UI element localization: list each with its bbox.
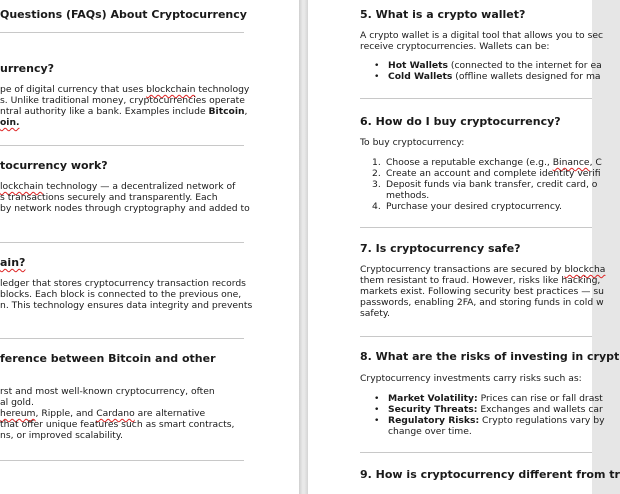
faq-8-heading: 8. What are the risks of investing in crypt bbox=[360, 350, 620, 363]
faq-7-heading: 7. Is cryptocurrency safe? bbox=[360, 242, 521, 255]
faq-7-line-5: safety. bbox=[360, 308, 390, 319]
faq-3-line-1: ledger that stores cryptocurrency transaction records bbox=[0, 278, 246, 289]
faq-4-line-1: rst and most well-known cryptocurrency, often bbox=[0, 386, 215, 397]
faq-6-intro: To buy cryptocurrency: bbox=[360, 137, 465, 148]
faq-5-intro-1: A crypto wallet is a digital tool that allows you to sec bbox=[360, 30, 604, 41]
faq-3-heading: ain? bbox=[0, 256, 26, 269]
faq-2-line-2: s transactions securely and transparently. Each bbox=[0, 192, 218, 203]
faq-4-line-4: that offer unique features such as smart contracts, bbox=[0, 419, 235, 430]
doc-title: Questions (FAQs) About Cryptocurrency bbox=[0, 8, 247, 21]
section-divider bbox=[360, 98, 592, 99]
faq-1-line-2: s. Unlike traditional money, cryptocurrencies operate bbox=[0, 95, 245, 106]
faq-7-line-3: markets exist. Following security best practices — su bbox=[360, 286, 604, 297]
faq-2-line-3: by network nodes through cryptography and added to bbox=[0, 203, 250, 214]
section-divider bbox=[0, 145, 244, 146]
faq-4-line-2: al gold. bbox=[0, 397, 34, 408]
section-divider bbox=[0, 460, 244, 461]
page-gutter bbox=[299, 0, 308, 494]
faq-6-heading: 6. How do I buy cryptocurrency? bbox=[360, 115, 561, 128]
section-divider bbox=[0, 32, 244, 33]
faq-2-heading: tocurrency work? bbox=[0, 159, 108, 172]
faq-7-line-2: them resistant to fraud. However, risks like hacking, bbox=[360, 275, 601, 286]
faq-1-line-3: ntral authority like a bank. Examples include Bitcoin, bbox=[0, 106, 248, 117]
faq-5-heading: 5. What is a crypto wallet? bbox=[360, 8, 526, 21]
faq-4-line-5: ns, or improved scalability. bbox=[0, 430, 123, 441]
faq-1-line-4: oin. bbox=[0, 117, 20, 128]
faq-7-line-4: passwords, enabling 2FA, and storing funds in cold w bbox=[360, 297, 604, 308]
faq-4-heading: ference between Bitcoin and other bbox=[0, 352, 216, 365]
faq-1-line-1: pe of digital currency that uses blockchain technology bbox=[0, 84, 250, 95]
document-page-left bbox=[0, 0, 299, 494]
faq-4-line-3: hereum, Ripple, and Cardano are alternative bbox=[0, 408, 206, 419]
faq-2-line-1: lockchain technology — a decentralized network of bbox=[0, 181, 236, 192]
faq-5-intro-2: receive cryptocurrencies. Wallets can be: bbox=[360, 41, 550, 52]
faq-1-heading: urrency? bbox=[0, 62, 55, 75]
section-divider bbox=[0, 338, 244, 339]
section-divider bbox=[360, 227, 592, 228]
section-divider bbox=[360, 452, 592, 453]
faq-3-line-3: n. This technology ensures data integrity and prevents bbox=[0, 300, 253, 311]
faq-9-heading: 9. How is cryptocurrency different from tr bbox=[360, 468, 620, 481]
faq-7-line-1: Cryptocurrency transactions are secured by blockcha bbox=[360, 264, 606, 275]
document-page-right: 5. What is a crypto wallet? A crypto wallet is a digital tool that allows you to sec receive cryptocurrencies. Wallets can be: • Hot Wallets (connected to the internet for ea • Cold Wallets (offline wallets designed for ma 6. How do I buy cryptocurrency? To buy cryptocurrency: 1. Choose a reputable exchange (e.g., Binance, C 2. Create an account and complete identity verifi 3. Deposit funds via bank transfer, credit card, o methods. 4. Purchase your desired cryptocurrency. 7. Is cryptocurrency safe? Cryptocurrency transactions are secured by blockcha them resistant to fraud. However, risks like hacking, markets exist. Following security best practices — su passwords, enabling 2FA, and storing funds in cold w safety. 8. What are the risks of investing in crypt Cryptocurrency investments carry risks such as: • Market Volatility: Prices can rise or fall drast • Security Threats: Exchanges and wallets car • Regulatory Risks: Crypto regulations vary by change over time. 9. How is cryptocurrency different from tr bbox=[308, 0, 592, 494]
faq-3-line-2: blocks. Each block is connected to the previous one, bbox=[0, 289, 242, 300]
section-divider bbox=[360, 336, 592, 337]
faq-8-intro: Cryptocurrency investments carry risks such as: bbox=[360, 373, 582, 384]
section-divider bbox=[0, 242, 244, 243]
